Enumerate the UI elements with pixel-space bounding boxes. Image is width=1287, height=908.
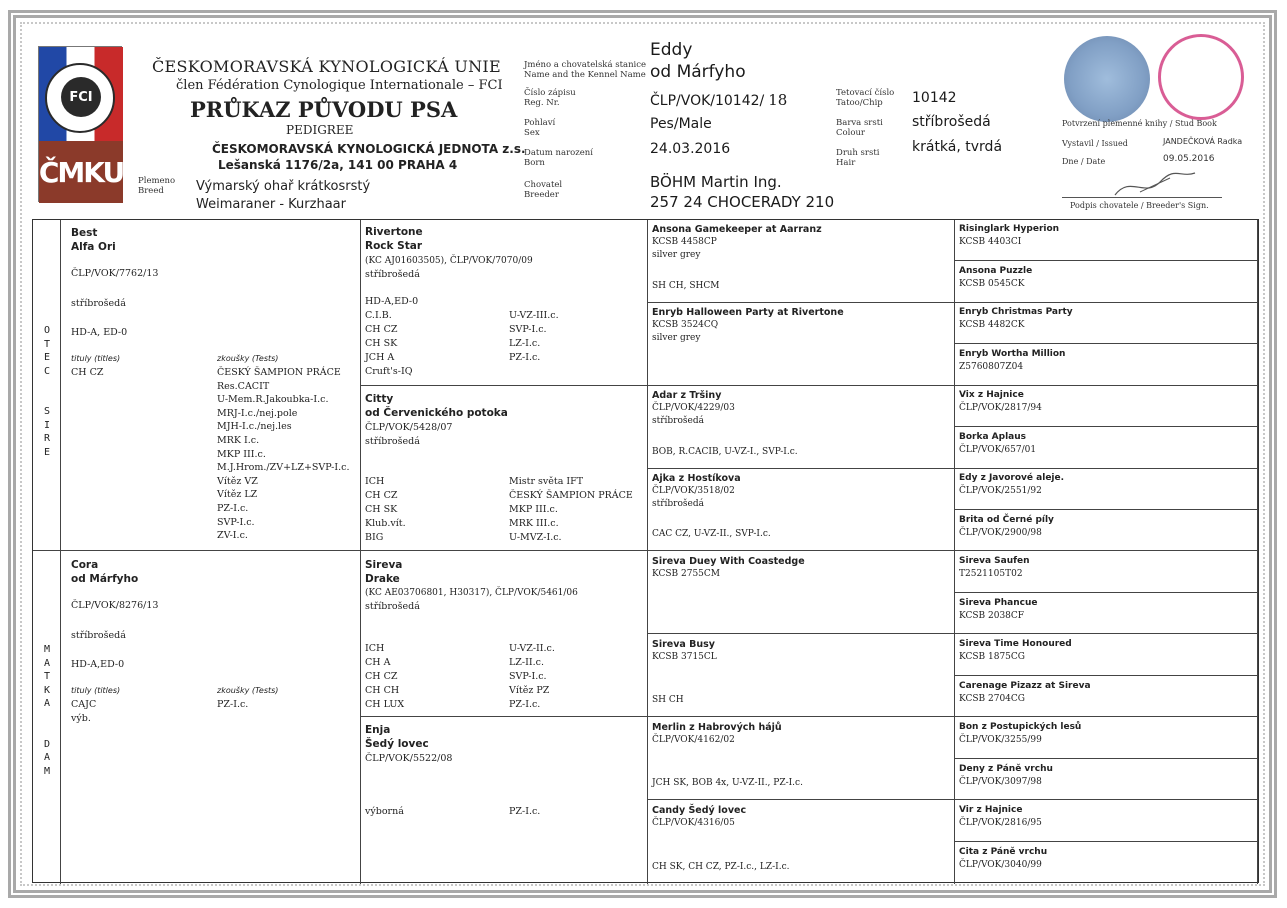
gen3-titles: BOB, R.CACIB, U-VZ-I., SVP-I.c. [652,447,798,457]
gen2-test: LZ-II.c. [509,657,544,668]
gen3-reg: KCSB 3715CL [652,652,717,662]
gen1-dam-reg: ČLP/VOK/8276/13 [71,600,159,611]
gen2-title: CH SK [365,504,398,515]
dog-reg [650,91,787,109]
gen1-dam-name1: Cora [71,559,99,571]
tattoo-label-cz: Tetovací číslo [836,88,895,98]
gen2-title: CH SK [365,338,398,349]
club-address: Lešanská 1176/2a, 141 00 PRAHA 4 [218,158,458,172]
gen3-reg: KCSB 3524CQ [652,320,719,330]
gen3-cell-4 [648,551,955,634]
breeder-sign-label: Podpis chovatele / Breeder's Sign. [1070,201,1209,210]
tattoo-label-en: Tatoo/Chip [836,98,883,108]
gen3-titles: JCH SK, BOB 4x, U-VZ-II., PZ-I.c. [652,778,803,788]
gen1-sire-test: SVP-I.c. [217,516,255,528]
gen4-cell [955,759,1258,800]
gen2-test: MRK III.c. [509,518,559,529]
gen1-dam-health: HD-A,ED-0 [71,659,125,670]
gen1-sire-test: Vítěz LZ [217,489,258,501]
gen4-reg: ČLP/VOK/2900/98 [959,528,1042,538]
hair-label-en: Hair [836,158,856,168]
gen3-colour: silver grey [652,250,701,260]
gen4-name: Deny z Páně vrchu [959,764,1053,774]
gen2-title: ICH [365,643,385,654]
gen3-name: Sireva Busy [652,639,715,650]
gen4-reg: KCSB 4482CK [959,320,1025,330]
sire-side-cell [33,220,61,551]
gen2-cell-3 [361,717,648,884]
gen2-titles-right [509,805,540,819]
issued-date: 09.05.2016 [1163,154,1215,164]
hair-value: krátká, tvrdá [912,139,1003,155]
gen4-cell [955,386,1258,427]
breed-name-cz: Výmarský ohař krátkosrstý [196,179,371,194]
gen3-cell-1 [648,303,955,386]
gen2-name2: Drake [365,573,400,585]
born-label [524,148,593,168]
gen4-name: Sireva Phancue [959,598,1038,608]
gen2-test: U-MVZ-I.c. [509,532,562,543]
gen4-cell [955,427,1258,469]
gen1-dam-title: výb. [71,713,91,724]
gen2-test: SVP-I.c. [509,671,547,682]
gen4-reg: ČLP/VOK/3040/99 [959,860,1042,870]
gen4-cell [955,676,1258,717]
name-label-cz: Jméno a chovatelská stanice [524,60,647,70]
gen1-sire-titles [71,366,103,380]
gen2-colour: stříbrošedá [365,601,420,612]
breeder-address: 257 24 CHOCERADY 210 [650,193,835,211]
gen4-reg: ČLP/VOK/2816/95 [959,818,1042,828]
gen2-title: výborná [365,806,404,817]
studbook-label: Potvrzení plemenné knihy / Stud Book [1062,119,1217,128]
breed-label-en: Breed [138,186,164,196]
gen4-cell [955,634,1258,676]
gen1-sire-name1: Best [71,227,98,239]
gen1-sire-reg: ČLP/VOK/7762/13 [71,268,159,279]
gen1-sire-test: ZV-I.c. [217,530,248,542]
gen1-sire-test: MRJ-I.c./nej.pole [217,407,298,419]
breed-label [138,176,175,196]
sex-label-cz: Pohlaví [524,118,556,128]
gen3-titles: SH CH, SHCM [652,281,720,291]
org-name: ČESKOMORAVSKÁ KYNOLOGICKÁ UNIE [152,57,502,76]
gen4-cell [955,469,1258,510]
gen1-dam-titles-label: tituly (titles) [71,686,121,695]
gen1-sire-test: PZ-I.c. [217,502,249,514]
dog-name-line2: od Márfyho [650,62,746,82]
gen1-sire-test: Res.CACIT [217,380,270,392]
fci-member-text: člen Fédération Cynologique Internationale – FCI [176,78,503,93]
cmku-red-stamp [1158,34,1244,120]
dog-sex: Pes/Male [650,116,712,132]
gen3-name: Sireva Duey With Coastedge [652,556,805,567]
gen3-colour: silver grey [652,333,701,343]
gen1-sire-test: M.J.Hrom./ZV+LZ+SVP-I.c. [217,462,350,474]
gen4-name: Enryb Christmas Party [959,307,1073,317]
gen2-name2: Rock Star [365,240,423,252]
gen4-name: Vix z Hajnice [959,390,1024,400]
dog-born: 24.03.2016 [650,141,731,157]
date-label: Dne / Date [1062,157,1106,166]
gen1-sire-name2: Alfa Ori [71,241,116,253]
reg-label-cz: Číslo zápisu [524,88,576,98]
gen4-cell [955,510,1258,551]
gen3-reg: ČLP/VOK/4229/03 [652,403,735,413]
gen1-sire-health: HD-A, ED-0 [71,327,128,338]
gen1-dam-cell [61,551,361,884]
gen4-name: Brita od Černé píly [959,515,1054,525]
dam-side-cell [33,551,61,884]
gen2-titles-left [365,805,404,819]
gen2-reg: (KC AE03706801, H30317), ČLP/VOK/5461/06 [365,588,578,598]
gen2-title: Cruft's-IQ [365,366,413,377]
gen2-titles-right [509,642,555,712]
colour-value: stříbrošedá [912,114,991,130]
gen2-cell-0 [361,220,648,386]
gen2-colour: stříbrošedá [365,436,420,447]
breed-name-de: Weimaraner - Kurzhaar [196,197,346,212]
document-title: PRŮKAZ PŮVODU PSA [190,97,458,122]
gen4-name: Enryb Wortha Million [959,349,1066,359]
gen2-test: PZ-I.c. [509,352,541,363]
gen3-cell-0 [648,220,955,303]
gen1-dam-tests [217,698,248,712]
gen3-cell-3 [648,469,955,551]
gen3-colour: stříbrošedá [652,499,704,509]
gen4-name: Bon z Postupických lesů [959,722,1082,732]
gen1-dam-colour: stříbrošedá [71,630,126,641]
gen3-name: Ansona Gamekeeper at Aarranz [652,224,822,235]
gen2-health: HD-A,ED-0 [365,296,419,307]
gen4-name: Cita z Páně vrchu [959,847,1048,857]
gen1-dam-test: PZ-I.c. [217,699,249,710]
gen2-test: SVP-I.c. [509,324,547,335]
breeder-label-cz: Chovatel [524,180,563,190]
gen2-title: ICH [365,476,385,487]
tattoo-value: 10142 [912,90,957,106]
gen1-sire-test: MJH-I.c./nej.les [217,421,292,433]
gen2-colour: stříbrošedá [365,269,420,280]
gen1-sire-test: MKP III.c. [217,448,266,460]
name-label [524,60,646,80]
gen2-test: MKP III.c. [509,504,558,515]
gen2-title: CH A [365,657,391,668]
gen4-name: Borka Aplaus [959,432,1027,442]
gen2-name1: Sireva [365,559,403,571]
gen2-test: Mistr světa IFT [509,476,584,487]
gen2-title: CH CZ [365,671,398,682]
gen4-reg: ČLP/VOK/3255/99 [959,735,1042,745]
colour-label-cz: Barva srsti [836,118,883,128]
gen3-reg: ČLP/VOK/4316/05 [652,818,735,828]
gen3-reg: KCSB 4458CP [652,237,717,247]
gen1-dam-tests-label: zkoušky (Tests) [217,686,279,695]
gen3-name: Adar z Tršiny [652,390,722,401]
gen3-titles: SH CH [652,695,684,705]
gen2-cell-2 [361,551,648,717]
gen2-titles-left [365,642,404,712]
gen1-sire-tests-label: zkoušky (Tests) [217,354,279,363]
gen4-cell [955,842,1258,884]
studbook-stamp [1064,36,1150,122]
gen3-name: Enryb Halloween Party at Rivertone [652,307,844,318]
gen3-name: Candy Šedý lovec [652,805,747,816]
gen4-cell [955,220,1258,261]
gen4-reg: ČLP/VOK/2551/92 [959,486,1042,496]
gen4-cell [955,800,1258,842]
gen1-sire-cell [61,220,361,551]
gen2-test: U-VZ-III.c. [509,310,559,321]
gen2-test: PZ-I.c. [509,806,541,817]
gen3-name: Ajka z Hostíkova [652,473,741,484]
gen2-title: CH CZ [365,490,398,501]
gen2-title: C.I.B. [365,310,392,321]
fci-seal [45,63,115,133]
gen4-reg: ČLP/VOK/3097/98 [959,777,1042,787]
sex-label-en: Sex [524,128,540,138]
gen4-reg: KCSB 1875CG [959,652,1025,662]
gen4-cell [955,344,1258,386]
breeder-label [524,180,562,200]
name-label-en: Name and the Kennel Name [524,70,646,80]
breeder-signature [1110,170,1200,200]
gen3-titles: CAC CZ, U-VZ-II., SVP-I.c. [652,529,771,539]
gen4-name: Ansona Puzzle [959,266,1033,276]
fci-cmku-logo [38,46,122,202]
issued-by: JANDEČKOVÁ Radka [1163,137,1243,146]
breeder-name: BÖHM Martin Ing. [650,173,782,191]
gen4-reg: KCSB 4403CI [959,237,1022,247]
gen1-sire-colour: stříbrošedá [71,298,126,309]
gen2-titles-right [509,475,633,545]
gen2-title: CH CH [365,685,400,696]
gen2-name1: Rivertone [365,226,423,238]
sire-side-label: O T E C S I R E [43,325,51,458]
gen1-dam-title: CAJC [71,699,97,710]
gen2-titles-right [509,309,559,365]
gen4-cell [955,303,1258,344]
pedigree-table [32,219,1259,883]
gen1-dam-name2: od Márfyho [71,573,139,585]
gen2-test: LZ-I.c. [509,338,541,349]
fci-logo-text: FCI [61,77,101,117]
gen2-test: U-VZ-II.c. [509,643,555,654]
gen4-name: Edy z Javorové aleje. [959,473,1065,483]
gen4-cell [955,717,1258,759]
gen2-name2: od Červenického potoka [365,407,508,419]
gen2-title: BIG [365,532,384,543]
gen1-sire-test: Vítěz VZ [217,475,258,487]
gen4-reg: ČLP/VOK/2817/94 [959,403,1042,413]
gen2-title: CH CZ [365,324,398,335]
sex-label [524,118,555,138]
gen3-colour: stříbrošedá [652,416,704,426]
gen1-sire-tests [217,366,349,543]
gen3-name: Merlin z Habrových hájů [652,722,782,733]
issued-label: Vystavil / Issued [1062,139,1128,148]
dog-reg-suffix: 18 [768,91,788,109]
gen3-cell-5 [648,634,955,717]
gen4-reg: KCSB 2038CF [959,611,1025,621]
reg-label [524,88,576,108]
gen2-test: Vítěz PZ [509,685,550,696]
gen2-reg: (KC AJ01603505), ČLP/VOK/7070/09 [365,256,533,266]
dam-side-label: M A T K A D A M [43,644,51,777]
gen2-name1: Citty [365,393,394,405]
gen4-name: Vir z Hajnice [959,805,1023,815]
gen4-cell [955,261,1258,303]
gen1-sire-title: CH CZ [71,367,104,378]
gen1-sire-test: U-Mem.R.Jakoubka-I.c. [217,394,329,406]
signature-line [1062,197,1222,198]
gen3-reg: ČLP/VOK/4162/02 [652,735,735,745]
club-name: ČESKOMORAVSKÁ KYNOLOGICKÁ JEDNOTA z.s. [212,142,526,156]
gen3-cell-7 [648,800,955,884]
born-label-en: Born [524,158,545,168]
gen4-reg: Z5760807Z04 [959,362,1024,372]
gen2-titles-left [365,475,406,545]
hair-label [836,148,879,168]
gen4-name: Sireva Saufen [959,556,1030,566]
gen1-sire-test: MRK I.c. [217,434,260,446]
gen4-reg: KCSB 2704CG [959,694,1025,704]
breeder-label-en: Breeder [524,190,559,200]
gen3-cell-2 [648,386,955,469]
gen4-name: Sireva Time Honoured [959,639,1072,649]
hair-label-cz: Druh srsti [836,148,880,158]
breed-label-cz: Plemeno [138,176,176,186]
gen2-reg: ČLP/VOK/5428/07 [365,422,453,433]
gen3-reg: KCSB 2755CM [652,569,721,579]
document-subtitle: PEDIGREE [286,123,354,137]
gen2-name1: Enja [365,724,391,736]
gen3-reg: ČLP/VOK/3518/02 [652,486,735,496]
gen2-cell-1 [361,386,648,551]
gen4-name: Carenage Pizazz at Sireva [959,681,1091,691]
tattoo-label [836,88,894,108]
gen1-sire-titles-label: tituly (titles) [71,354,121,363]
gen3-titles: CH SK, CH CZ, PZ-I.c., LZ-I.c. [652,862,790,872]
gen1-sire-test: ČESKÝ ŠAMPION PRÁCE [217,367,341,378]
gen4-reg: ČLP/VOK/657/01 [959,445,1037,455]
gen2-titles-left [365,309,413,379]
gen1-dam-titles [71,698,96,726]
gen3-cell-6 [648,717,955,800]
reg-label-en: Reg. Nr. [524,98,560,108]
gen4-reg: T2521105T02 [959,569,1023,579]
fci-flag-band [39,47,123,141]
colour-label-en: Colour [836,128,865,138]
gen4-cell [955,551,1258,593]
born-label-cz: Datum narození [524,148,593,158]
dog-reg-number: ČLP/VOK/10142/ [650,93,765,109]
gen2-title: CH LUX [365,699,405,710]
gen2-title: Klub.vít. [365,518,406,529]
gen2-test: PZ-I.c. [509,699,541,710]
dog-name-line1: Eddy [650,40,693,60]
gen2-test: ČESKÝ ŠAMPION PRÁCE [509,490,633,501]
gen2-name2: Šedý lovec [365,738,429,750]
gen4-name: Risinglark Hyperion [959,224,1060,234]
gen2-reg: ČLP/VOK/5522/08 [365,753,453,764]
gen4-cell [955,593,1258,634]
gen4-reg: KCSB 0545CK [959,279,1025,289]
gen2-title: JCH A [365,352,395,363]
colour-label [836,118,883,138]
cmku-logo: ČMKU [39,141,123,203]
